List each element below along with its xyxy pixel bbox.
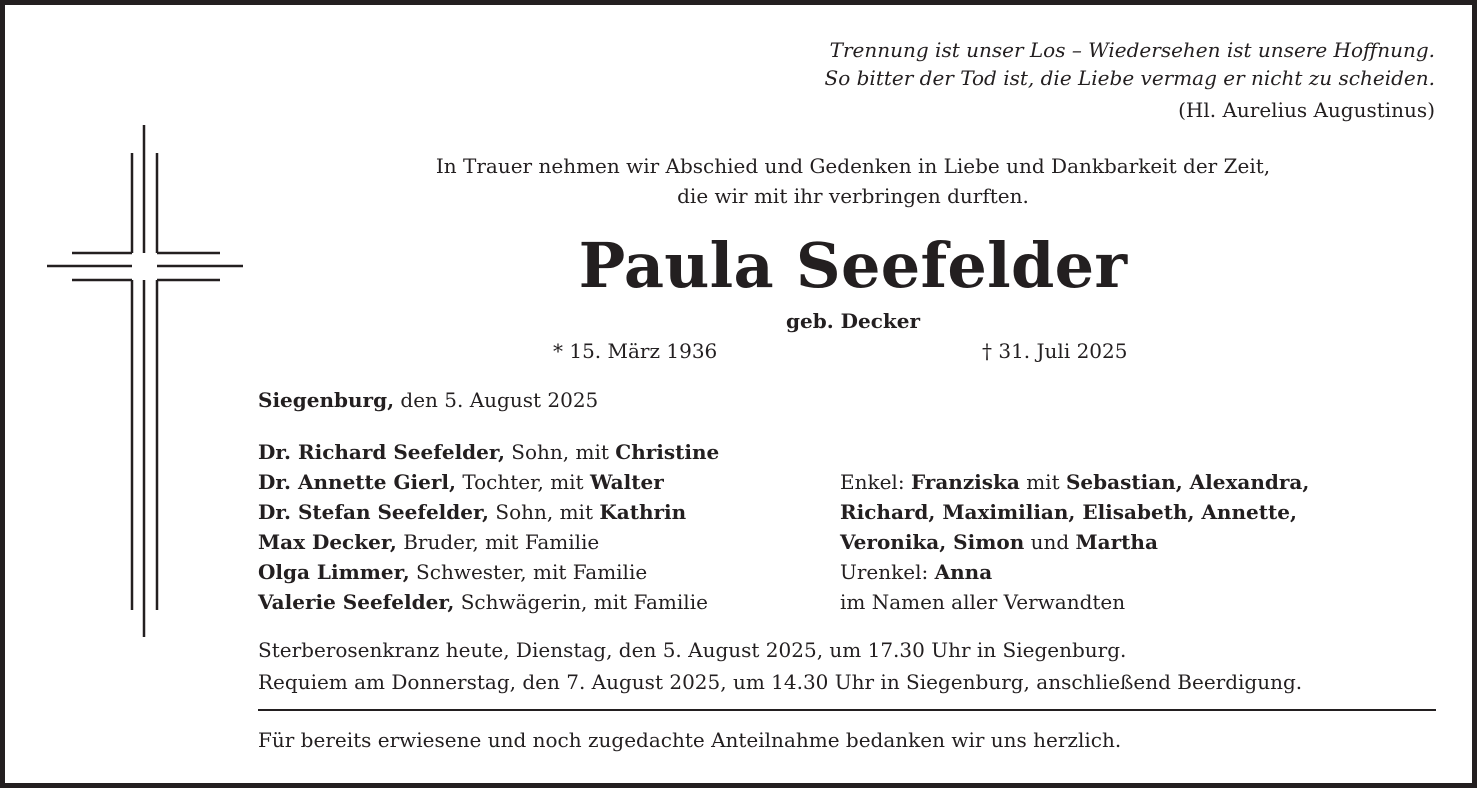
grandchildren-list bbox=[840, 467, 1309, 617]
birth-date: * 15. März 1936 bbox=[553, 339, 718, 363]
great-grandchildren: Urenkel: Anna bbox=[840, 560, 993, 584]
intro-line-1: In Trauer nehmen wir Abschied und Gedenken in Liebe und Dankbarkeit der Zeit, bbox=[435, 154, 1271, 178]
place: Siegenburg, bbox=[258, 388, 395, 412]
death-date: † 31. Juli 2025 bbox=[982, 339, 1128, 363]
cross-icon bbox=[5, 5, 265, 665]
quote-line-1: Trennung ist unser Los – Wiedersehen ist unsere Hoffnung. bbox=[829, 38, 1435, 62]
quote-source: (Hl. Aurelius Augustinus) bbox=[1178, 98, 1435, 122]
list-item: Veronika, Simon und Martha bbox=[840, 530, 1158, 554]
deceased-name: Paula Seefelder bbox=[578, 229, 1128, 302]
intro-line-2: die wir mit ihr verbringen durften. bbox=[677, 184, 1029, 208]
relatives-note: im Namen aller Verwandten bbox=[840, 590, 1126, 614]
rosary-service: Sterberosenkranz heute, Dienstag, den 5. August 2025, um 17.30 Uhr in Siegenburg. bbox=[258, 638, 1127, 662]
notice-date: den 5. August 2025 bbox=[400, 388, 599, 412]
place-date bbox=[258, 385, 598, 415]
list-item: Richard, Maximilian, Elisabeth, Annette, bbox=[840, 500, 1297, 524]
birth-name: geb. Decker bbox=[786, 309, 920, 333]
list-item: Enkel: Franziska mit Sebastian, Alexandra, bbox=[840, 470, 1310, 494]
quote-line-2: So bitter der Tod ist, die Liebe vermag er nicht zu scheiden. bbox=[824, 66, 1435, 90]
list-item: Valerie Seefelder, Schwägerin, mit Familie bbox=[258, 590, 708, 614]
list-item: Dr. Annette Gierl, Tochter, mit Walter bbox=[258, 470, 664, 494]
thanks-note: Für bereits erwiesene und noch zugedachte Anteilnahme bedanken wir uns herzlich. bbox=[258, 728, 1122, 752]
requiem-service: Requiem am Donnerstag, den 7. August 2025, um 14.30 Uhr in Siegenburg, anschließend Beerdigung. bbox=[258, 670, 1303, 694]
divider bbox=[258, 709, 1436, 711]
list-item: Olga Limmer, Schwester, mit Familie bbox=[258, 560, 648, 584]
list-item: Dr. Richard Seefelder, Sohn, mit Christine bbox=[258, 440, 720, 464]
mourners-list bbox=[258, 437, 719, 617]
list-item: Max Decker, Bruder, mit Familie bbox=[258, 530, 600, 554]
list-item: Dr. Stefan Seefelder, Sohn, mit Kathrin bbox=[258, 500, 687, 524]
